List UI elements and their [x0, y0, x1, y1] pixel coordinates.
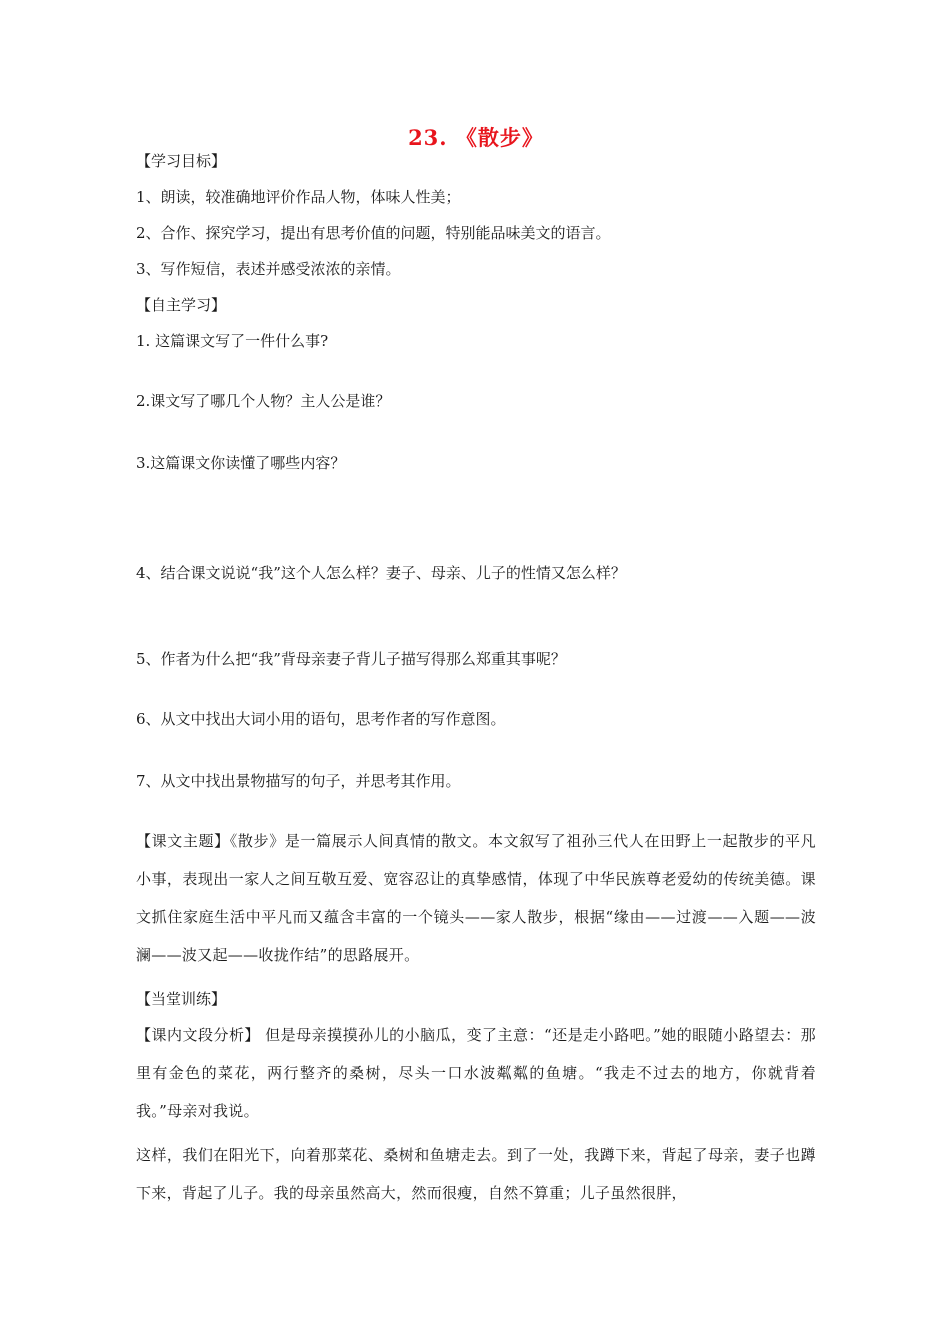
objective-item-3: 3、写作短信，表述并感受浓浓的亲情。	[136, 260, 401, 278]
question-5: 5、作者为什么把“我”背母亲妻子背儿子描写得那么郑重其事呢？	[136, 650, 566, 668]
theme-paragraph: 【课文主题】《散步》是一篇展示人间真情的散文。本文叙写了祖孙三代人在田野上一起散步的平凡小事，表现出一家人之间互敬互爱、宽容忍让的真挚感情，体现了中华民族尊老爱幼的传统美德。课文抓住家庭生活中平凡而又蕴含丰富的一个镜头——家人散步，根据“缘由——过渡——入题——波澜——波又起——收拢作结”的思路展开。	[136, 832, 816, 964]
objective-item-2: 2、合作、探究学习，提出有思考价值的问题，特别能品味美文的语言。	[136, 224, 611, 242]
question-3: 3.这篇课文你读懂了哪些内容？	[136, 454, 346, 472]
page-title: 23. 《散步》	[408, 125, 544, 150]
question-7: 7、从文中找出景物描写的句子，并思考其作用。	[136, 772, 461, 790]
question-1: 1. 这篇课文写了一件什么事?	[136, 332, 329, 350]
passage-paragraph: 这样，我们在阳光下，向着那菜花、桑树和鱼塘走去。到了一处，我蹲下来，背起了母亲，妻子也蹲下来，背起了儿子。我的母亲虽然高大，然而很瘦，自然不算重；儿子虽然很胖，	[136, 1146, 816, 1202]
practice-header: 【当堂训练】	[136, 990, 227, 1008]
analysis-paragraph: 【课内文段分析】 但是母亲摸摸孙儿的小脑瓜，变了主意：“还是走小路吧。”她的眼随小路望去：那里有金色的菜花，两行整齐的桑树，尽头一口水波粼粼的鱼塘。“我走不过去的地方，你就背着我。”母亲对我说。	[136, 1026, 816, 1120]
objective-item-1: 1、朗读，较准确地评价作品人物，体味人性美；	[136, 188, 461, 206]
objectives-header: 【学习目标】	[136, 152, 227, 170]
question-4: 4、结合课文说说“我”这个人怎么样？妻子、母亲、儿子的性情又怎么样？	[136, 564, 626, 582]
self-study-header: 【自主学习】	[136, 296, 227, 314]
question-2: 2.课文写了哪几个人物？主人公是谁？	[136, 392, 391, 410]
question-6: 6、从文中找出大词小用的语句，思考作者的写作意图。	[136, 710, 506, 728]
